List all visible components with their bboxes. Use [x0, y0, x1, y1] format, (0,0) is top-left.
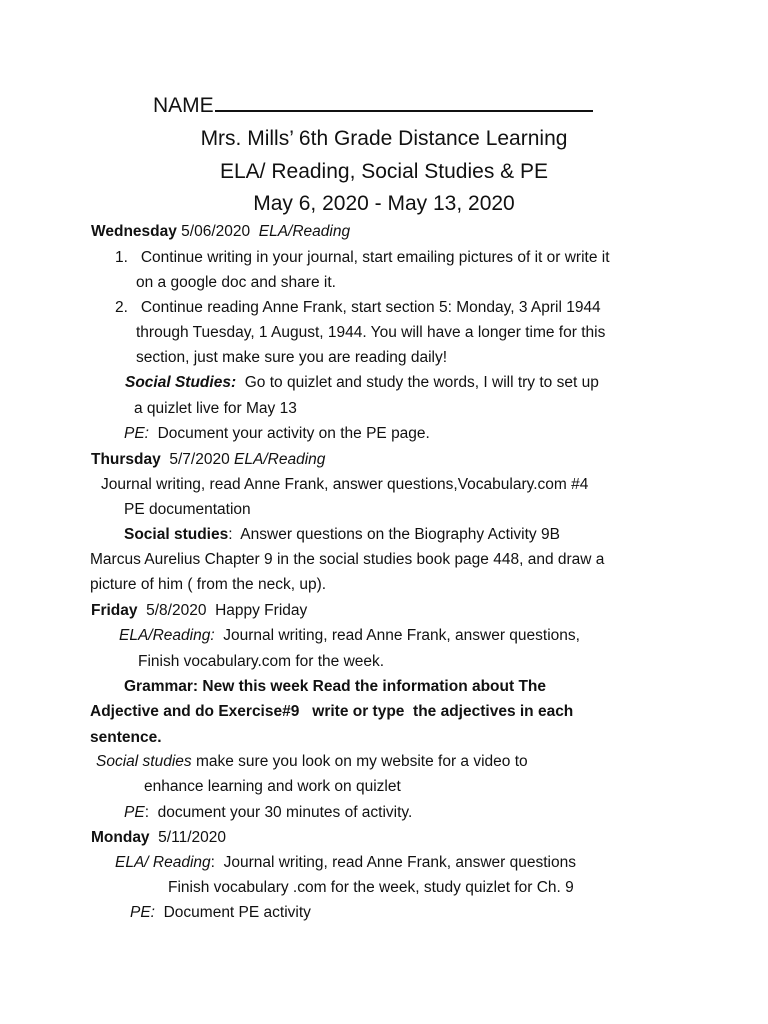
- list-text: Continue reading Anne Frank, start section 5: Monday, 3 April 1944: [140, 299, 601, 316]
- ela-continuation: Finish vocabulary .com for the week, study quizlet for Ch. 9: [168, 879, 574, 896]
- pe-line: [124, 424, 430, 444]
- day-date: 5/11/2020: [149, 829, 226, 846]
- list-item-continuation: section, just make sure you are reading daily!: [136, 349, 448, 366]
- list-text: Continue writing in your journal, start emailing pictures of it or write it: [140, 249, 610, 266]
- ela-line: [119, 626, 580, 646]
- day-subject: ELA/Reading: [258, 223, 351, 240]
- pe-label: PE:: [130, 904, 155, 921]
- day-date: 5/7/2020: [160, 451, 235, 468]
- wednesday-heading: [91, 222, 350, 242]
- social-studies-text: Go to quizlet and study the words, I will try to set up: [236, 374, 599, 391]
- list-number: 1.: [115, 249, 128, 266]
- pe-label: PE:: [124, 425, 149, 442]
- document-subjects: ELA/ Reading, Social Studies & PE: [219, 160, 549, 183]
- pe-text: Document PE activity: [154, 904, 311, 921]
- list-item-continuation: on a google doc and share it.: [136, 274, 336, 291]
- day-label: Monday: [91, 829, 150, 846]
- social-studies-line: [124, 525, 560, 545]
- day-label: Thursday: [91, 451, 161, 468]
- thursday-line: picture of him ( from the neck, up).: [90, 576, 327, 593]
- monday-heading: [91, 828, 226, 848]
- thursday-heading: [91, 450, 325, 470]
- friday-heading: [91, 601, 307, 621]
- document-dates: May 6, 2020 - May 13, 2020: [253, 192, 515, 215]
- grammar-line: Grammar: New this week Read the information about The: [124, 678, 547, 695]
- document-title: Mrs. Mills’ 6th Grade Distance Learning: [200, 127, 568, 150]
- pe-text: : document your 30 minutes of activity.: [144, 804, 413, 821]
- pe-line: [130, 903, 311, 923]
- list-item: [115, 298, 601, 318]
- thursday-line: Journal writing, read Anne Frank, answer questions,Vocabulary.com #4: [101, 476, 589, 493]
- pe-text: Document your activity on the PE page.: [148, 425, 430, 442]
- name-blank-line: [215, 92, 593, 112]
- list-number: 2.: [115, 299, 128, 316]
- social-studies-line: [96, 752, 528, 772]
- day-label: Wednesday: [91, 223, 177, 240]
- pe-label: PE: [124, 804, 145, 821]
- ela-text: : Journal writing, read Anne Frank, answer questions: [210, 854, 576, 871]
- day-date: 5/8/2020 Happy Friday: [137, 602, 308, 619]
- social-studies-continuation: a quizlet live for May 13: [134, 400, 297, 417]
- day-label: Friday: [91, 602, 138, 619]
- name-line: [153, 92, 593, 120]
- list-item-continuation: through Tuesday, 1 August, 1944. You will have a longer time for this: [136, 324, 606, 341]
- ela-label: ELA/ Reading: [115, 854, 211, 871]
- day-subject: ELA/Reading: [234, 451, 326, 468]
- social-studies-continuation: enhance learning and work on quizlet: [144, 778, 401, 795]
- ela-continuation: Finish vocabulary.com for the week.: [138, 653, 385, 670]
- social-studies-text: : Answer questions on the Biography Activity 9B: [228, 526, 560, 543]
- thursday-line: PE documentation: [124, 501, 251, 518]
- day-date: 5/06/2020: [176, 223, 259, 240]
- social-studies-label: Social studies: [96, 753, 192, 770]
- thursday-line: Marcus Aurelius Chapter 9 in the social studies book page 448, and draw a: [90, 551, 605, 568]
- social-studies-label: Social studies: [124, 526, 229, 543]
- list-item: [115, 248, 610, 268]
- grammar-line: sentence.: [90, 729, 162, 746]
- ela-line: [115, 853, 576, 873]
- social-studies-label: Social Studies:: [125, 374, 237, 391]
- ela-label: ELA/Reading:: [119, 627, 215, 644]
- social-studies-text: make sure you look on my website for a video to: [191, 753, 528, 770]
- ela-text: Journal writing, read Anne Frank, answer questions,: [214, 627, 580, 644]
- grammar-line: Adjective and do Exercise#9 write or type the adjectives in each: [90, 703, 574, 720]
- social-studies-line: [125, 373, 599, 393]
- name-label: NAME: [153, 94, 214, 117]
- pe-line: [124, 803, 412, 823]
